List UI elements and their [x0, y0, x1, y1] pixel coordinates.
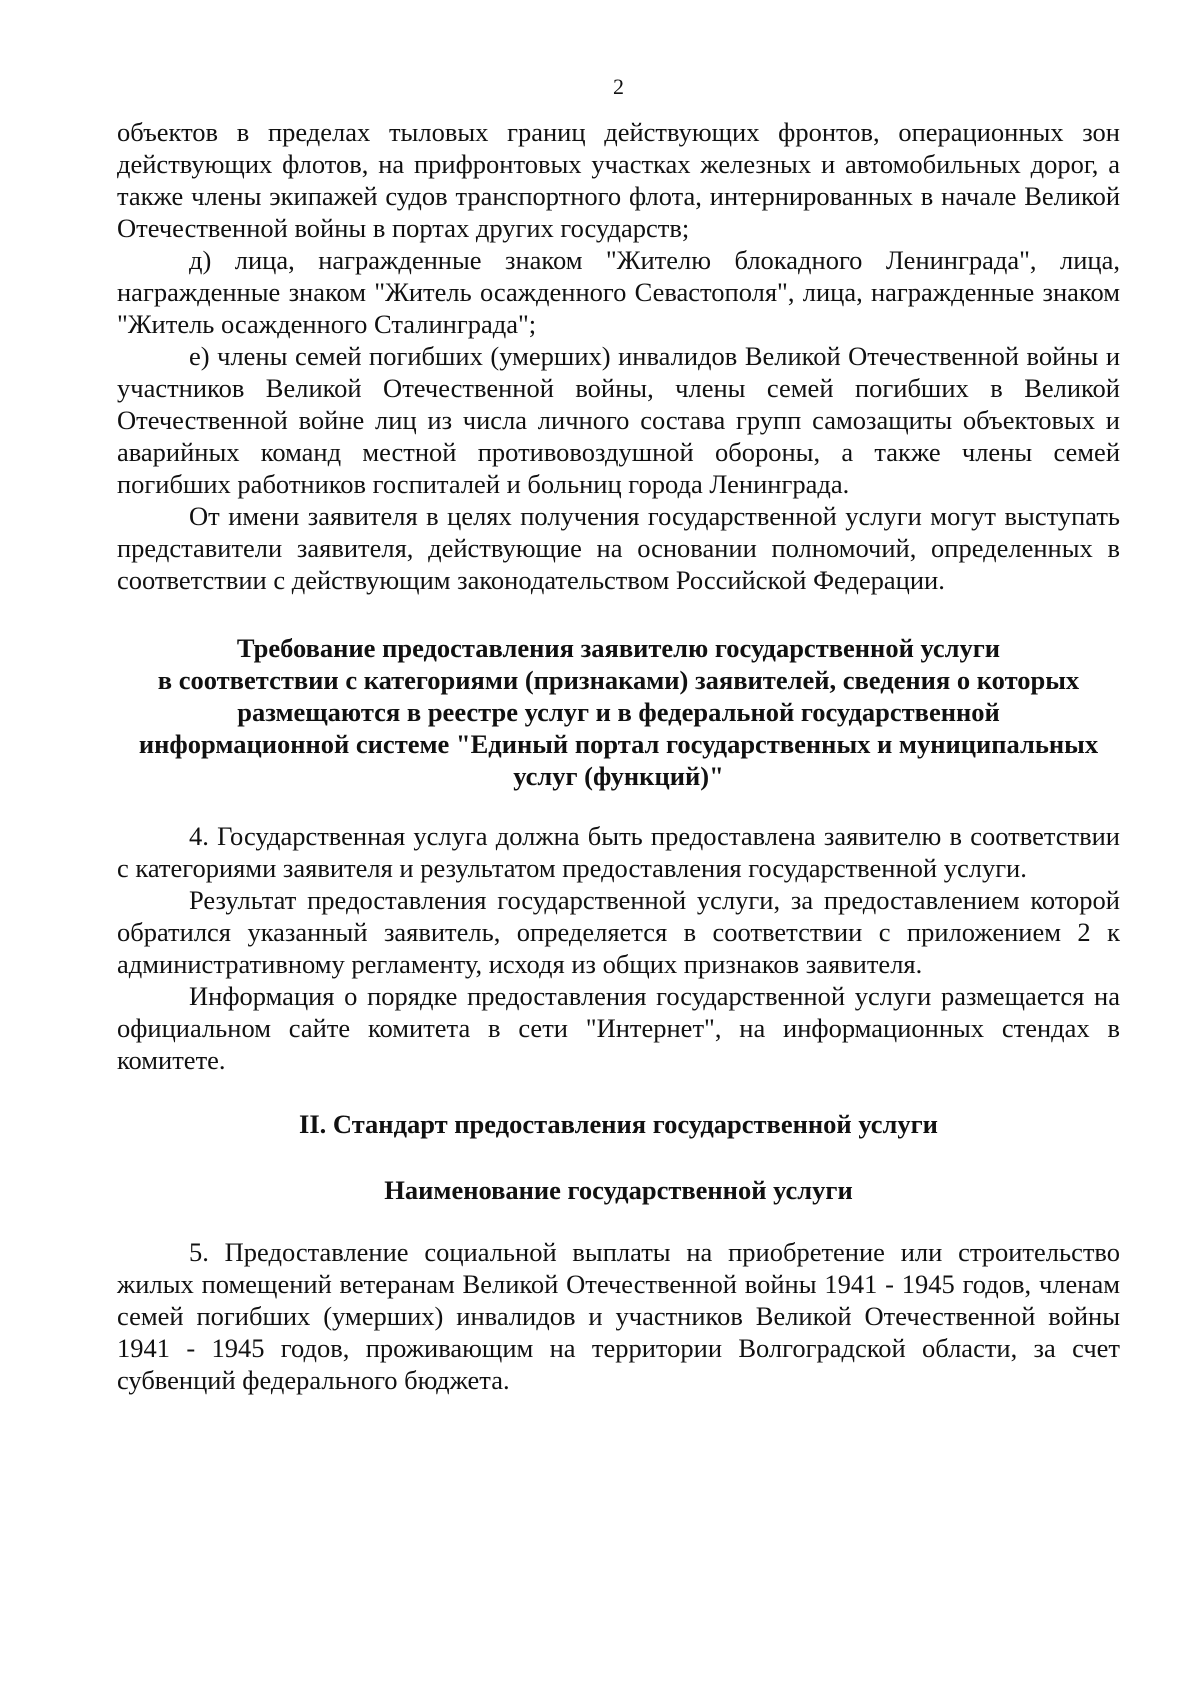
bottom-paragraphs: [117, 1236, 1120, 1396]
page-number: 2: [613, 74, 624, 99]
paragraph: 5. Предоставление социальной выплаты на приобретение или строительство жилых помещений ветеранам Великой Отечественной войны 1941 - 1945 годов, членам семей погибших (умерших) инвалидов и участников Великой Отечественной войны 1941 - 1945 годов, проживающим на территории Волгоградской области, за счет субвенций федерального бюджета.: [117, 1237, 1120, 1395]
middle-paragraphs: [117, 820, 1120, 1076]
paragraph: Результат предоставления государственной услуги, за предоставлением которой обратился указанный заявитель, определяется в соответствии с приложением 2 к административному регламенту, исходя из общих признаков заявителя.: [117, 885, 1120, 979]
heading-line: размещаются в реестре услуг и в федеральной государственной: [237, 697, 1000, 727]
heading-line: услуг (функций)": [513, 761, 724, 791]
heading-line: в соответствии с категориями (признаками) заявителей, сведения о которых: [157, 665, 1080, 695]
requirement-heading: [117, 632, 1120, 792]
paragraph: объектов в пределах тыловых границ действующих фронтов, операционных зон действующих флотов, на прифронтовых участках железных и автомобильных дорог, а также члены экипажей судов транспортного флота, интернированных в начале Великой Отечественной войны в портах других государств;: [117, 117, 1120, 243]
heading-line: информационной системе "Единый портал государственных и муниципальных: [138, 729, 1099, 759]
paragraph: 4. Государственная услуга должна быть предоставлена заявителю в соответствии с категориями заявителя и результатом предоставления государственной услуги.: [117, 821, 1120, 883]
paragraph: д) лица, награжденные знаком "Жителю блокадного Ленинграда", лица, награжденные знаком "Житель осажденного Севастополя", лица, награжденные знаком "Житель осажденного Сталинграда";: [117, 245, 1120, 339]
subsection-title: Наименование государственной услуги: [384, 1175, 853, 1205]
top-paragraphs: [117, 116, 1120, 596]
paragraph: е) члены семей погибших (умерших) инвалидов Великой Отечественной войны и участников Великой Отечественной войны, члены семей погибших в Великой Отечественной войне лиц из числа личного состава групп самозащиты объектовых и аварийных команд местной противовоздушной обороны, а также члены семей погибших работников госпиталей и больниц города Ленинграда.: [117, 341, 1120, 499]
paragraph: Информация о порядке предоставления государственной услуги размещается на официальном сайте комитета в сети "Интернет", на информационных стендах в комитете.: [117, 981, 1120, 1075]
section-title: II. Стандарт предоставления государственной услуги: [299, 1109, 938, 1139]
heading-line: Требование предоставления заявителю государственной услуги: [236, 633, 1001, 663]
paragraph: От имени заявителя в целях получения государственной услуги могут выступать представители заявителя, действующие на основании полномочий, определенных в соответствии с действующим законодательством Российской Федерации.: [117, 501, 1120, 595]
